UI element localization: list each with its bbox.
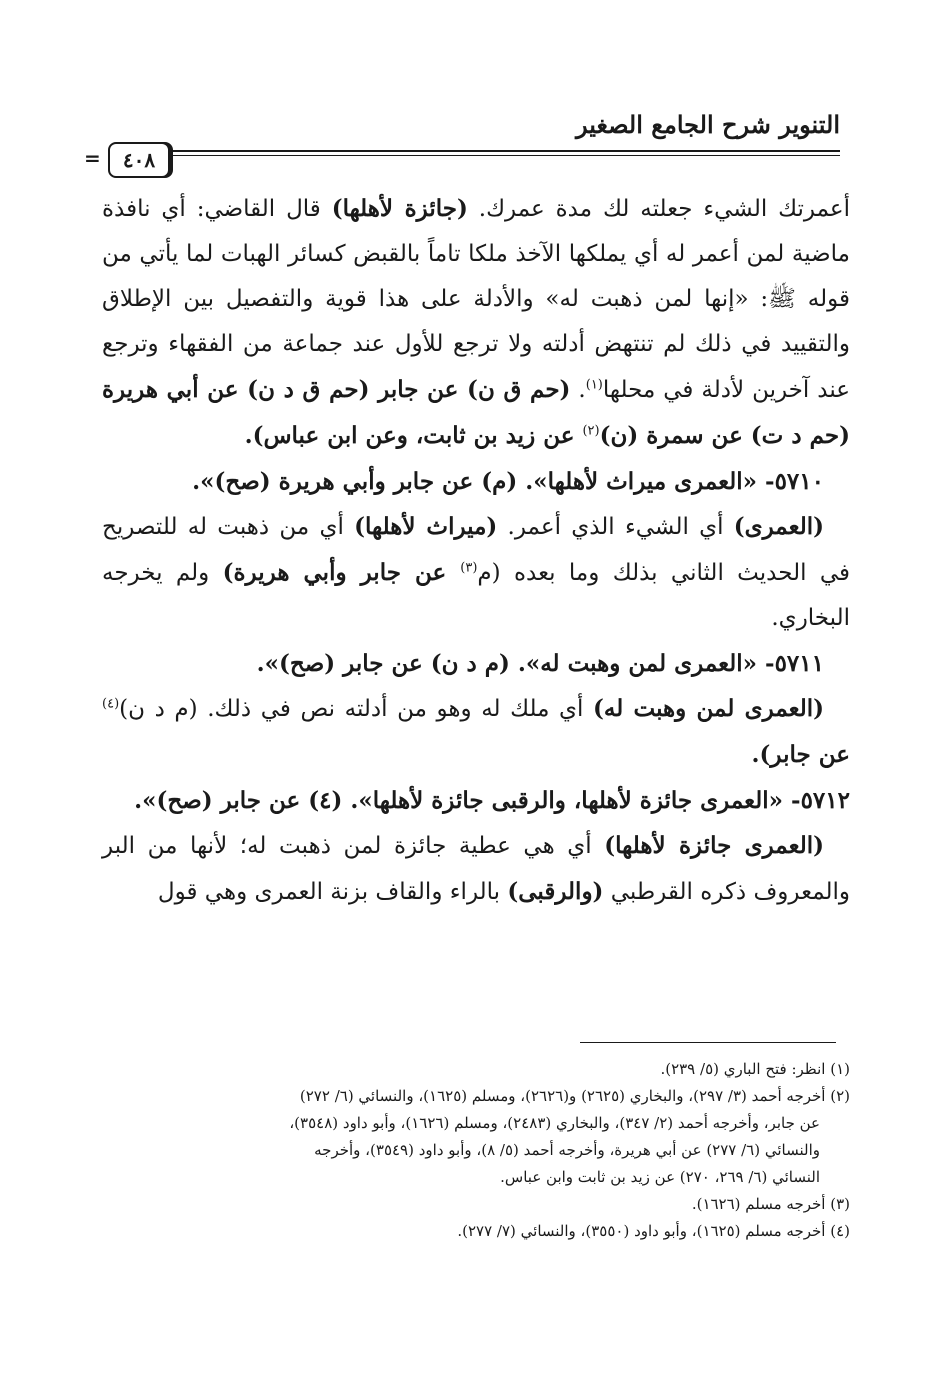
bold-term: (العمرى): [733, 513, 824, 540]
paragraph-1: [102, 186, 850, 459]
paragraph-2: [102, 504, 850, 641]
running-header-title: التنوير شرح الجامع الصغير: [576, 110, 840, 139]
header-rule-thin: [170, 155, 840, 156]
footnote-1: (١) انظر: فتح الباري (٥/ ٢٣٩).: [660, 1060, 850, 1078]
footnote-2-continued: والنسائي (٦/ ٢٧٧) عن أبي هريرة، وأخرجه أحمد (٥/ ٨)، وأبو داود (٣٥٤٩)، وأخرجه: [314, 1141, 820, 1159]
footnote-ref: (٤): [102, 696, 120, 712]
text-run: قال القاضي: أي نافذة ماضية لمن أعمر له أي يملكها الآخذ ملكا تاماً بالقبض كسائر الهبات لما يأتي من قوله ﷺ: «إنها لمن ذهبت له» والأدلة على هذا قوية والتفصيل بين الإطلاق والتقييد في ذلك لم تنتهض أدلته ولا ترجع للأول عند جماعة من الفقهاء وترجع عند آخرين لأدلة في محلها: [102, 196, 850, 403]
text-run: ولم يخرجه البخاري.: [102, 560, 850, 631]
bold-term: (العمرى لمن وهبت له): [593, 695, 825, 722]
main-text: [102, 186, 850, 915]
text-run: أعمرتك الشيء جعلته لك مدة عمرك.: [467, 196, 851, 222]
bold-term: (والرقبى): [507, 878, 604, 905]
page-number-mark: =: [84, 146, 101, 170]
footnote-2-continued: عن جابر، وأخرجه أحمد (٢/ ٣٤٧)، والبخاري (٢٤٨٣)، ومسلم (١٦٢٦)، وأبو داود (٣٥٤٨)،: [289, 1114, 820, 1132]
bold-term: (ميراث لأهلها): [354, 513, 498, 540]
footnote-2: (٢) أخرجه أحمد (٣/ ٢٩٧)، والبخاري (٢٦٢٥) و(٢٦٢٦)، ومسلم (١٦٢٥)، والنسائي (٦/ ٢٧٢): [299, 1087, 850, 1105]
footnote-ref: (١): [585, 377, 603, 393]
hadith-heading-5711: ٥٧١١- «العمرى لمن وهبت له». (م د ن) عن جابر (صح)».: [256, 650, 824, 677]
hadith-heading-5710: ٥٧١٠- «العمرى ميراث لأهلها». (م) عن جابر وأبي هريرة (صح)».: [192, 468, 824, 495]
footnotes: [102, 1056, 850, 1245]
footnote-2-continued: النسائي (٦/ ٢٦٩، ٢٧٠) عن زيد بن ثابت وابن عباس.: [500, 1168, 820, 1186]
footnote-ref: (٢): [582, 423, 600, 439]
text-run: أي الشيء الذي أعمر.: [497, 514, 734, 540]
hadith-heading-5712: ٥٧١٢- «العمرى جائزة لأهلها، والرقبى جائزة لأهلها». (٤) عن جابر (صح)».: [134, 787, 850, 814]
paragraph-4: [102, 823, 850, 915]
page-number: ٤٠٨: [108, 142, 170, 178]
footnote-ref: (٣): [460, 560, 478, 576]
text-run: أي هي عطية جائزة لمن ذهبت له؛ لأنها من البر والمعروف ذكره القرطبي: [102, 833, 850, 905]
bold-term: عن جابر وأبي هريرة): [222, 559, 461, 586]
bold-term: عن جابر).: [751, 741, 850, 768]
text-run: أي ملك له وهو من أدلته نص في ذلك. (م د ن): [119, 696, 594, 722]
bold-term: (حم ق ن) عن جابر (حم ق د ن) عن أبي هريرة (حم د ت) عن سمرة (ن): [102, 376, 850, 449]
bold-term: (العمرى جائزة لأهلها): [604, 832, 824, 859]
bold-term: عن زيد بن ثابت، وعن ابن عباس).: [244, 422, 583, 449]
footnote-rule: [580, 1042, 836, 1043]
paragraph-3: [102, 686, 850, 778]
bold-term: (جائزة لأهلها): [331, 195, 468, 222]
footnote-3: (٣) أخرجه مسلم (١٦٢٦).: [691, 1195, 850, 1213]
text-run: أي من ذهبت له للتصريح في الحديث الثاني بذلك وما بعده (م: [102, 514, 850, 586]
header-rule: [170, 150, 840, 152]
text-run: بالراء والقاف بزنة العمرى وهي قول: [157, 879, 508, 905]
footnote-4: (٤) أخرجه مسلم (١٦٢٥)، وأبو داود (٣٥٥٠)، والنسائي (٧/ ٢٧٧).: [457, 1222, 850, 1240]
text-run: .: [570, 377, 586, 403]
